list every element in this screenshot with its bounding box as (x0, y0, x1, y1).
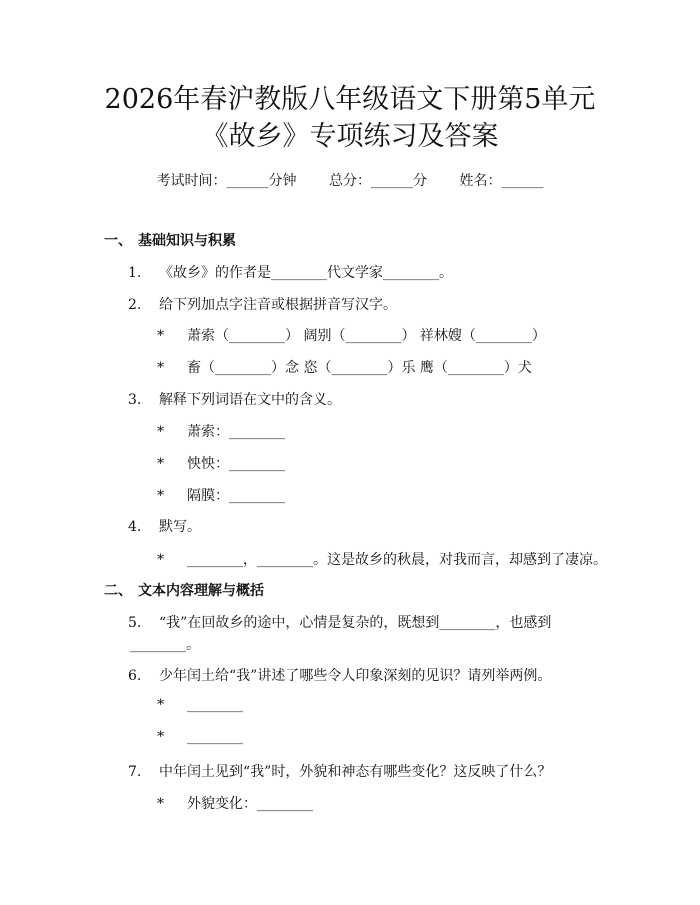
bullet-icon: * (157, 360, 164, 376)
bullet-icon: * (157, 488, 164, 504)
section-number: 一、 (104, 233, 132, 249)
question-1 (128, 262, 453, 282)
page-title-line-2: 《故乡》专项练习及答案 (201, 121, 499, 152)
bullet-item (157, 729, 243, 745)
bullet-text: 外貌变化：________ (187, 796, 313, 812)
section-heading-2 (104, 580, 264, 600)
question-number: 6. (128, 668, 142, 684)
question-6 (128, 665, 551, 685)
bullet-text: ________ (187, 729, 243, 745)
bullet-icon: * (157, 424, 164, 440)
question-text: 默写。 (159, 519, 201, 535)
bullet-icon: * (157, 796, 164, 812)
bullet-item (157, 357, 532, 377)
question-text: 解释下列词语在文中的含义。 (159, 392, 341, 408)
bullet-icon: * (157, 328, 164, 344)
question-number: 1. (128, 265, 142, 281)
student-name: 姓名：______ (459, 173, 544, 189)
exam-time: 考试时间：______分钟 (156, 173, 297, 189)
bullet-item (157, 421, 285, 441)
bullet-icon: * (157, 697, 164, 713)
question-text: 少年闰土给“我”讲述了哪些令人印象深刻的见识？请列举两例。 (159, 668, 552, 684)
bullet-icon: * (157, 456, 164, 472)
bullet-text: ________，________。这是故乡的秋晨，对我而言，却感到了凄凉。 (187, 552, 607, 568)
question-7 (128, 761, 551, 781)
total-score: 总分：______分 (329, 173, 427, 189)
question-text: 《故乡》的作者是________代文学家________。 (159, 265, 453, 281)
section-number: 二、 (104, 583, 132, 599)
bullet-text: ________ (187, 697, 243, 713)
section-label: 文本内容理解与概括 (138, 583, 264, 599)
bullet-text: 萧索：________ (187, 424, 285, 440)
bullet-item (157, 793, 313, 813)
question-3 (128, 389, 341, 409)
section-heading-1 (104, 230, 236, 250)
bullet-text: 畜（________）念 恣（________）乐 鹰（________）犬 (187, 360, 532, 376)
bullet-icon: * (157, 552, 164, 568)
question-number: 7. (128, 764, 142, 780)
bullet-icon: * (157, 729, 164, 745)
bullet-item (157, 485, 285, 505)
bullet-text: 隔膜：________ (187, 488, 285, 504)
bullet-text: 怏怏：________ (187, 456, 285, 472)
question-number: 3. (128, 392, 142, 408)
bullet-item (157, 697, 243, 713)
bullet-item (157, 325, 546, 345)
question-number: 2. (128, 297, 142, 313)
bullet-item (157, 549, 607, 569)
question-2 (128, 294, 397, 314)
question-text: 给下列加点字注音或根据拼音写汉字。 (159, 297, 397, 313)
question-text: “我”在回故乡的途中，心情是复杂的，既想到________，也感到 (159, 615, 552, 631)
question-text: 中年闰土见到“我”时，外貌和神态有哪些变化？这反映了什么？ (159, 764, 552, 780)
page-title-line-1: 2026年春沪教版八年级语文下册第5单元 (104, 84, 596, 115)
question-number: 4. (128, 519, 142, 535)
question-number: 5. (128, 615, 142, 631)
question-4 (128, 516, 201, 536)
exam-meta (0, 170, 700, 190)
section-label: 基础知识与积累 (138, 233, 236, 249)
question-5-continued: ________。 (130, 637, 200, 653)
bullet-item (157, 453, 285, 473)
bullet-text: 萧索（________） 阔别（________） 祥林嫂（________） (187, 328, 546, 344)
question-5 (128, 612, 551, 632)
